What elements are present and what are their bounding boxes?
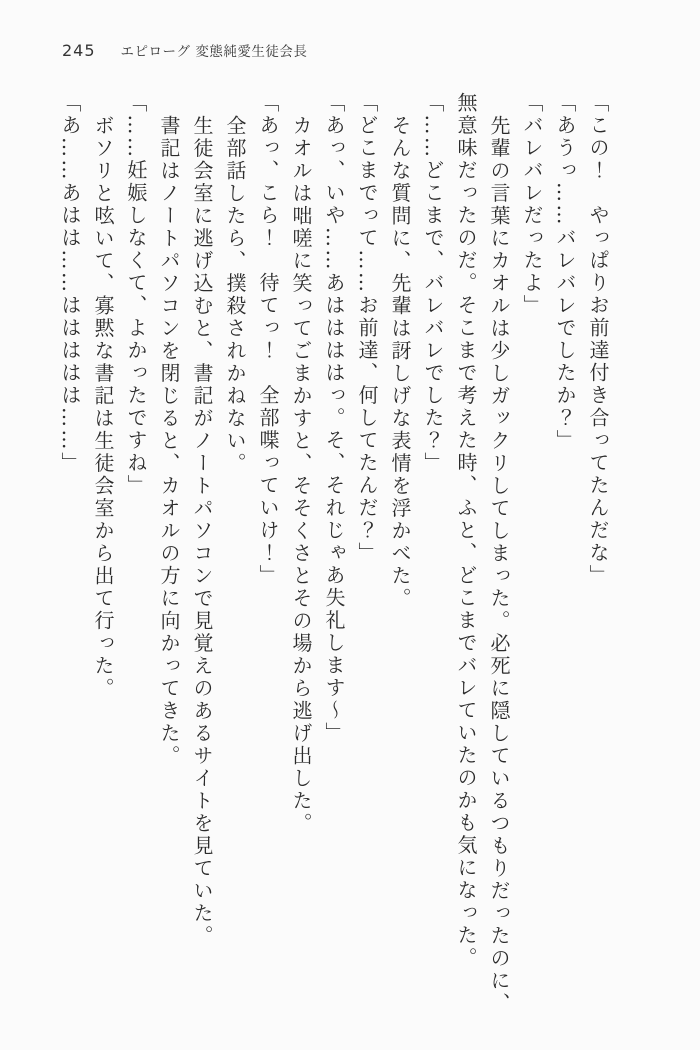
narrative-line: そんな質問に、先輩は訝しげな表情を浮かべた。	[388, 114, 412, 610]
dialogue-line: 「あ……あはは……ははははは……」	[58, 92, 82, 475]
narrative-line: 先輩の言葉にカオルは少しガックリしてしまった。必死に隠しているつもりだったのに、	[487, 114, 511, 1015]
page-header	[62, 40, 307, 60]
text-body	[53, 92, 614, 1016]
dialogue-line: 「あっ、いや……あははははっ。そ、それじゃあ失礼します〜」	[322, 92, 346, 745]
dialogue-line: 「……妊娠しなくて、よかったですね」	[124, 92, 148, 497]
narrative-line: ボソリと呟いて、寡黙な書記は生徒会室から出て行った。	[91, 114, 115, 700]
dialogue-line: 「この！ やっぱりお前達付き合ってたんだな」	[586, 92, 610, 587]
dialogue-line: 「どこまでって……お前達、何してたんだ？」	[355, 92, 379, 565]
narrative-line: 全部話したら、撲殺されかねない。	[223, 114, 247, 475]
page-number: 245	[62, 41, 96, 60]
narrative-line: カオルは咄嗟に笑ってごまかすと、そそくさとその場から逃げ出した。	[289, 114, 313, 835]
chapter-title: エピローグ 変態純愛生徒会長	[120, 44, 308, 60]
dialogue-line: 「バレバレだったよ」	[520, 92, 544, 317]
dialogue-line: 「あうっ……バレバレでしたか？」	[553, 92, 577, 452]
dialogue-line: 「あっ、こら！ 待てっ！ 全部喋っていけ！」	[256, 92, 280, 587]
dialogue-line: 「……どこまで、バレバレでした？」	[421, 92, 445, 475]
narrative-line: 書記はノートパソコンを閉じると、カオルの方に向かってきた。	[157, 114, 181, 767]
narrative-line: 無意味だったのだ。そこまで考えた時、ふと、どこまでバレていたのかも気になった。	[454, 92, 478, 970]
narrative-line: 生徒会室に逃げ込むと、書記がノートパソコンで見覚えのあるサイトを見ていた。	[190, 114, 214, 947]
